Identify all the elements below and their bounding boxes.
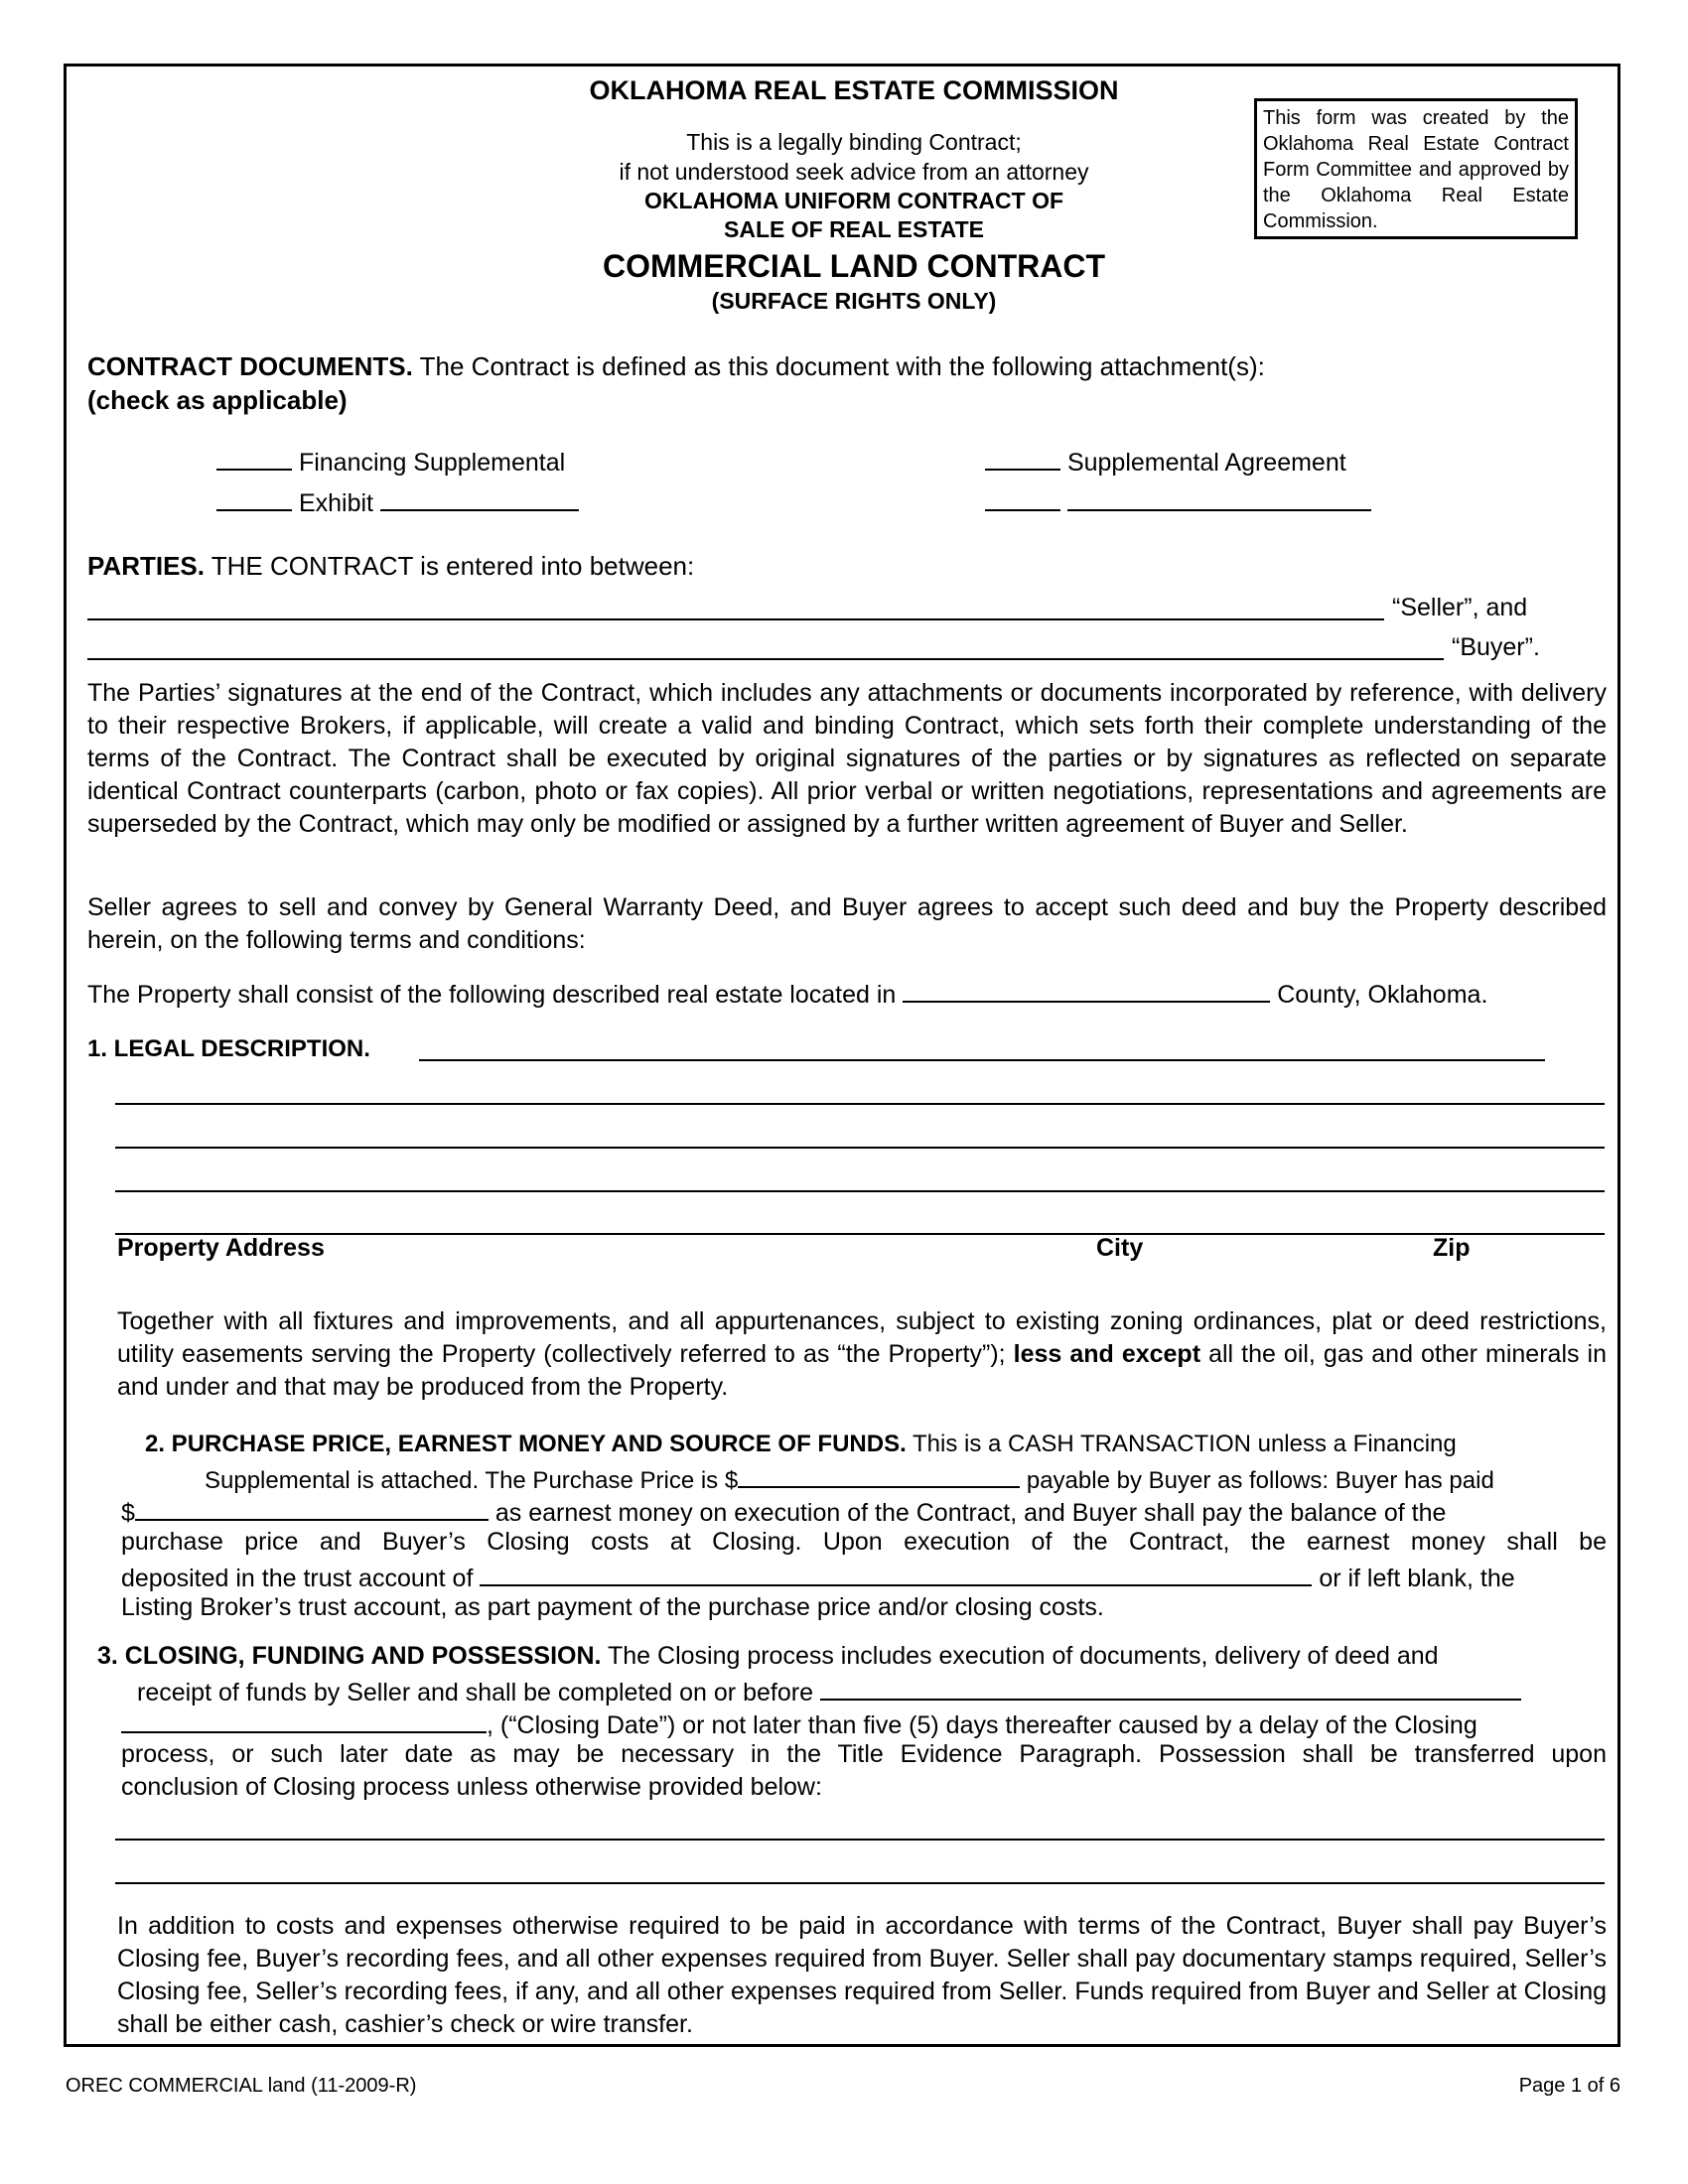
purchase-price-l2b: payable by Buyer as follows: Buyer has paid [1026, 1467, 1494, 1494]
exhibit-checkbox-blank[interactable] [216, 485, 292, 511]
contract-documents-line [87, 351, 1265, 382]
purchase-price-l5b: or if left blank, the [1319, 1565, 1515, 1592]
uniform-contract-line1: OKLAHOMA UNIFORM CONTRACT OF [643, 188, 1064, 213]
purchase-price-l2a: Supplemental is attached. The Purchase Price is $ [205, 1467, 739, 1494]
purchase-price-l5a: deposited in the trust account of [121, 1565, 474, 1592]
purchase-price-l6: Listing Broker’s trust account, as part payment of the purchase price and/or closing costs. [121, 1593, 1104, 1621]
purchase-price-l4: purchase price and Buyer’s Closing costs at Closing. Upon execution of the Contract, the earnest money shall be [121, 1528, 1607, 1556]
uniform-contract-line2: SALE OF REAL ESTATE [724, 216, 984, 242]
commission-notice-box: This form was created by the Oklahoma Real Estate Contract Form Committee and approved by the Oklahoma Real Estate Commission. [1254, 98, 1578, 239]
closing-date-blank-2[interactable] [121, 1707, 487, 1733]
financing-supplemental-row[interactable] [216, 445, 565, 478]
earnest-money-blank[interactable] [135, 1495, 489, 1521]
together-paragraph [117, 1305, 1607, 1404]
other-attachment-blank[interactable] [1067, 485, 1371, 511]
closing-l4: process, or such later date as may be necessary in the Title Evidence Paragraph. Possession shall be transferred upon [121, 1740, 1607, 1768]
closing-costs-paragraph: In addition to costs and expenses otherwise required to be paid in accordance with terms of the Contract, Buyer shall pay Buyer’s Closing fee, Buyer’s recording fees, and all other expenses required from Buyer. Seller shall pay documentary stamps required, Seller’s Closing fee, Seller’s recording fees, if any, and all other expenses required from Seller. Funds required from Buyer and Seller at Closing shall be either cash, cashier’s check or wire transfer. [117, 1912, 1607, 2038]
contract-documents-heading: CONTRACT DOCUMENTS. [87, 351, 413, 381]
form-identifier: OREC COMMERCIAL land (11-2009-R) [66, 2075, 417, 2097]
legal-notice-line2: if not understood seek advice from an attorney [619, 159, 1089, 185]
possession-blank-2[interactable] [115, 1882, 1605, 1884]
closing-line1 [97, 1642, 1439, 1671]
exhibit-label: Exhibit [298, 489, 373, 517]
property-address-blank[interactable] [115, 1233, 1605, 1235]
purchase-price-blank[interactable] [738, 1462, 1020, 1488]
purchase-price-l3b: as earnest money on execution of the Contract, and Buyer shall pay the balance of the [494, 1499, 1447, 1527]
parties-heading: PARTIES. [87, 551, 205, 581]
possession-blank-1[interactable] [115, 1839, 1605, 1841]
check-as-applicable: (check as applicable) [87, 385, 348, 415]
purchase-price-heading: 2. PURCHASE PRICE, EARNEST MONEY AND SOURCE OF FUNDS. [145, 1431, 907, 1457]
closing-date-blank-1[interactable] [820, 1675, 1521, 1701]
property-location-prefix: The Property shall consist of the following described real estate located in [87, 981, 897, 1009]
commission-heading: OKLAHOMA REAL ESTATE COMMISSION [589, 75, 1119, 105]
trust-account-blank[interactable] [480, 1561, 1312, 1586]
less-and-except: less and except [1013, 1340, 1201, 1368]
closing-line2 [137, 1675, 1521, 1707]
together-text-b: all the oil, gas and other minerals in and under and that may be produced from the Property. [117, 1340, 1607, 1401]
legal-description-blank-1[interactable] [419, 1059, 1545, 1061]
buyer-suffix: “Buyer”. [1452, 633, 1540, 661]
together-text-a: Together with all fixtures and improvements, and all appurtenances, subject to existing zoning ordinances, plat or deed restrictions, utility easements serving the Property (collectively referred to as “the Property”); [117, 1307, 1607, 1368]
financing-supplemental-label: Financing Supplemental [298, 449, 566, 477]
closing-l3: , (“Closing Date”) or not later than five (5) days thereafter caused by a delay of the Closing [487, 1711, 1477, 1739]
parties-line [87, 551, 694, 582]
seller-name-blank[interactable] [87, 618, 1384, 620]
supplemental-checkbox-blank[interactable] [985, 445, 1060, 471]
legal-description-heading: 1. LEGAL DESCRIPTION. [87, 1035, 370, 1062]
page-number: Page 1 of 6 [1518, 2075, 1620, 2097]
purchase-price-line2 [205, 1462, 1494, 1495]
supplemental-agreement-row[interactable] [985, 445, 1346, 478]
legal-description-blank-2[interactable] [115, 1103, 1605, 1105]
legal-notice-line1: This is a legally binding Contract; [686, 129, 1022, 155]
earnest-dollar: $ [121, 1499, 135, 1527]
closing-line3 [121, 1707, 1477, 1740]
other-checkbox-blank[interactable] [985, 485, 1060, 511]
closing-l1: The Closing process includes execution of documents, delivery of deed and [607, 1642, 1439, 1670]
supplemental-agreement-label: Supplemental Agreement [1066, 449, 1346, 477]
zip-label: Zip [1433, 1234, 1471, 1262]
seller-agrees-paragraph: Seller agrees to sell and convey by General Warranty Deed, and Buyer agrees to accept such deed and buy the Property described herein, on the following terms and conditions: [87, 893, 1607, 954]
property-location-suffix: County, Oklahoma. [1277, 981, 1488, 1009]
purchase-price-l1: This is a CASH TRANSACTION unless a Financing [913, 1431, 1457, 1457]
purchase-price-line3 [121, 1495, 1446, 1528]
county-blank[interactable] [903, 977, 1270, 1003]
contract-documents-text: The Contract is defined as this document with the following attachment(s): [419, 351, 1265, 381]
closing-l5: conclusion of Closing process unless otherwise provided below: [121, 1773, 822, 1801]
buyer-name-blank[interactable] [87, 658, 1444, 660]
closing-heading: 3. CLOSING, FUNDING AND POSSESSION. [97, 1642, 602, 1670]
property-address-label: Property Address [117, 1234, 325, 1262]
legal-description-blank-4[interactable] [115, 1190, 1605, 1192]
parties-text: THE CONTRACT is entered into between: [211, 551, 695, 581]
financing-checkbox-blank[interactable] [216, 445, 292, 471]
exhibit-row[interactable] [216, 485, 579, 518]
legal-description-blank-3[interactable] [115, 1147, 1605, 1149]
exhibit-name-blank[interactable] [380, 485, 579, 511]
other-attachment-row[interactable] [985, 485, 1371, 518]
property-location-line [87, 977, 1607, 1010]
document-subtitle: (SURFACE RIGHTS ONLY) [711, 288, 997, 314]
city-label: City [1096, 1234, 1144, 1262]
document-title: COMMERCIAL LAND CONTRACT [602, 248, 1106, 284]
seller-suffix: “Seller”, and [1392, 594, 1528, 621]
closing-l2: receipt of funds by Seller and shall be completed on or before [137, 1679, 813, 1706]
purchase-price-line1 [145, 1431, 1457, 1458]
purchase-price-line5 [121, 1561, 1607, 1593]
signatures-paragraph: The Parties’ signatures at the end of the Contract, which includes any attachments or documents incorporated by reference, with delivery to their respective Brokers, if applicable, will create a valid and binding Contract, which sets forth their complete understanding of the terms of the Contract. The Contract shall be executed by original signatures of the parties or by signatures as reflected on separate identical Contract counterparts (carbon, photo or fax copies). All prior verbal or written negotiations, representations and agreements are superseded by the Contract, which may only be modified or assigned by a further written agreement of Buyer and Seller. [87, 679, 1607, 838]
